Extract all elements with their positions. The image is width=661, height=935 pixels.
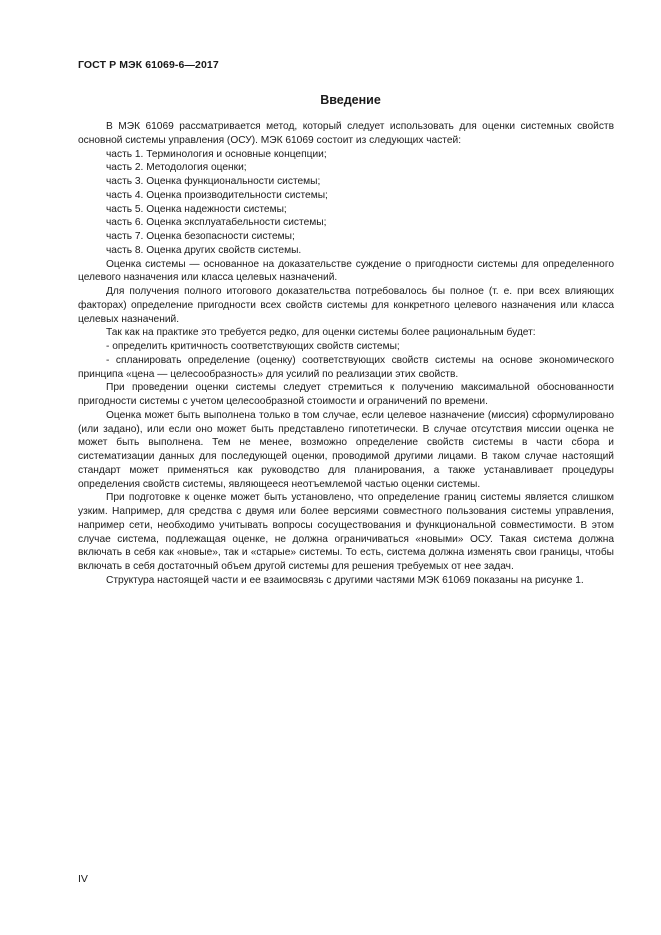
page-number: IV [78,873,88,885]
paragraph-structure: Структура настоящей части и ее взаимосвязь с другими частями МЭК 61069 показаны на рисунке 1. [106,574,584,586]
standard-header: ГОСТ Р МЭК 61069-6—2017 [78,59,219,71]
paragraph-intro: В МЭК 61069 рассматривается метод, который следует использовать для оценки системных свойств основной системы управления (ОСУ). МЭК 61069 состоит из следующих частей: [78,121,614,146]
paragraph-practice: Так как на практике это требуется редко, для оценки системы более рациональным будет: [106,327,536,339]
list-item-part-4: часть 4. Оценка производительности системы; [106,189,328,201]
list-item-part-8: часть 8. Оценка других свойств системы. [106,244,302,256]
paragraph-definition: Оценка системы — основанное на доказательстве суждение о пригодности системы для определенного целевого назначения или класса целевых назначений. [78,258,614,284]
paragraph-dash-2: - спланировать определение (оценку) соответствующих свойств системы на основе экономического принципа «цена — целесообразность» для усилий по реализации этих свойств. [78,354,614,380]
section-title: Введение [320,93,381,107]
list-item-part-5: часть 5. Оценка надежности системы; [106,203,287,215]
list-item-part-6: часть 6. Оценка эксплуатабельности системы; [106,217,327,229]
paragraph-maximize: При проведении оценки системы следует стремиться к получению максимальной обоснованности пригодности системы с учетом целесообразной стоимости и ограничений по времени. [78,382,614,407]
paragraph-dash-1: - определить критичность соответствующих свойств системы; [106,341,400,352]
paragraph-boundaries: При подготовке к оценке может быть установлено, что определение границ системы является слишком узким. Например, для средства с двумя или более версиями совместного пользования системы управления, например сети, необходимо учитывать вопросы сосуществования и функциональной совместимости. В этом случае система, подлежащая оценке, не должна ограничиваться «новыми» ОСУ. Такая система должна включать в себя как «новые», так и «старые» системы. То есть, система должна изменять свои границы, чтобы включать в себя достаточный объем другой системы для решения требуемых от нее задач. [78,492,614,572]
paragraph-mission: Оценка может быть выполнена только в том случае, если целевое назначение (миссия) сформулировано (или задано), или если оно может быть представлено гипотетически. В случае отсутствия миссии оценка не может быть выполнена. Тем не менее, возможно определение свойств системы в части сбора и систематизации данных для последующей оценки, проводимой другими лицами. В таком случае настоящий стандарт может применяться как руководство для планирования, а также устанавливает процедуры определения свойств системы, являющееся неотъемлемой частью оценки системы. [78,409,614,490]
list-item-part-2: часть 2. Методология оценки; [106,162,247,174]
list-item-part-3: часть 3. Оценка функциональности системы; [106,176,321,187]
paragraph-full-evidence: Для получения полного итогового доказательства потребовалось бы полное (т. е. при всех влияющих факторах) определение пригодности всех свойств системы для конкретного целевого назначения или класса целевых назначений. [78,286,614,325]
list-item-part-7: часть 7. Оценка безопасности системы; [106,231,295,242]
list-item-part-1: часть 1. Терминология и основные концепции; [106,148,327,160]
body-text [78,120,614,588]
